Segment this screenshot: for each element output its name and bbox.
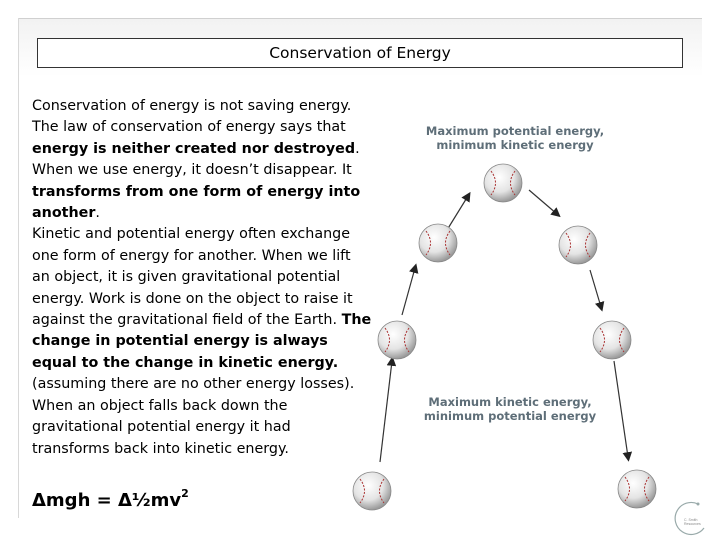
- p1-text-2: . When we use energy, it doesn’t disappear. It: [32, 140, 360, 179]
- arrow-up-1: [380, 361, 392, 462]
- logo-line2: Resources: [684, 522, 701, 526]
- publisher-logo-text: [684, 518, 701, 526]
- formula-exponent: 2: [181, 487, 189, 500]
- p1-bold-1: energy is neither created nor destroyed: [32, 140, 356, 157]
- baseball-top: [484, 164, 522, 202]
- max-kinetic-label-line1: Maximum kinetic energy,: [428, 395, 592, 409]
- p2-text-2: (assuming there are no other energy losses). When an object falls back down the gravitational potential energy it had transforms back into kinetic energy.: [32, 376, 355, 457]
- baseball-left-upper: [419, 224, 457, 262]
- arrow-down-2: [590, 270, 601, 307]
- slide-title: Conservation of Energy: [269, 44, 451, 62]
- baseball-left-middle: [378, 321, 416, 359]
- max-potential-label-line1: Maximum potential energy,: [425, 124, 605, 138]
- logo-line1: C. Smith: [684, 518, 698, 522]
- p1-text-1: Conservation of energy is not saving energy. The law of conservation of energy says that: [32, 98, 352, 136]
- formula-main: Δmgh = Δ½mv: [32, 490, 182, 511]
- baseball-left-bottom: [353, 472, 391, 510]
- p1-text-3: .: [95, 205, 100, 222]
- max-kinetic-label-line2: minimum potential energy: [423, 409, 597, 423]
- baseball-right-middle: [593, 321, 631, 359]
- arrow-down-3: [614, 361, 628, 457]
- p2-text-1: Kinetic and potential energy often exchange one form of energy for another. When we lift an object, it is given gravitational potential energy. Work is done on the object to raise it against the gravitational field of the Earth.: [32, 226, 353, 329]
- baseball-right-upper: [559, 226, 597, 264]
- baseball-right-bottom: [618, 470, 656, 508]
- p1-bold-2: transforms from one form of energy into another: [32, 183, 361, 222]
- p2-bold-1: The change in potential energy is always equal to the change in kinetic energy.: [32, 312, 372, 371]
- max-potential-label-line2: minimum kinetic energy: [436, 138, 594, 152]
- arrow-down-1: [529, 190, 557, 214]
- arrow-up-2: [402, 268, 415, 315]
- arrow-up-3: [447, 196, 468, 230]
